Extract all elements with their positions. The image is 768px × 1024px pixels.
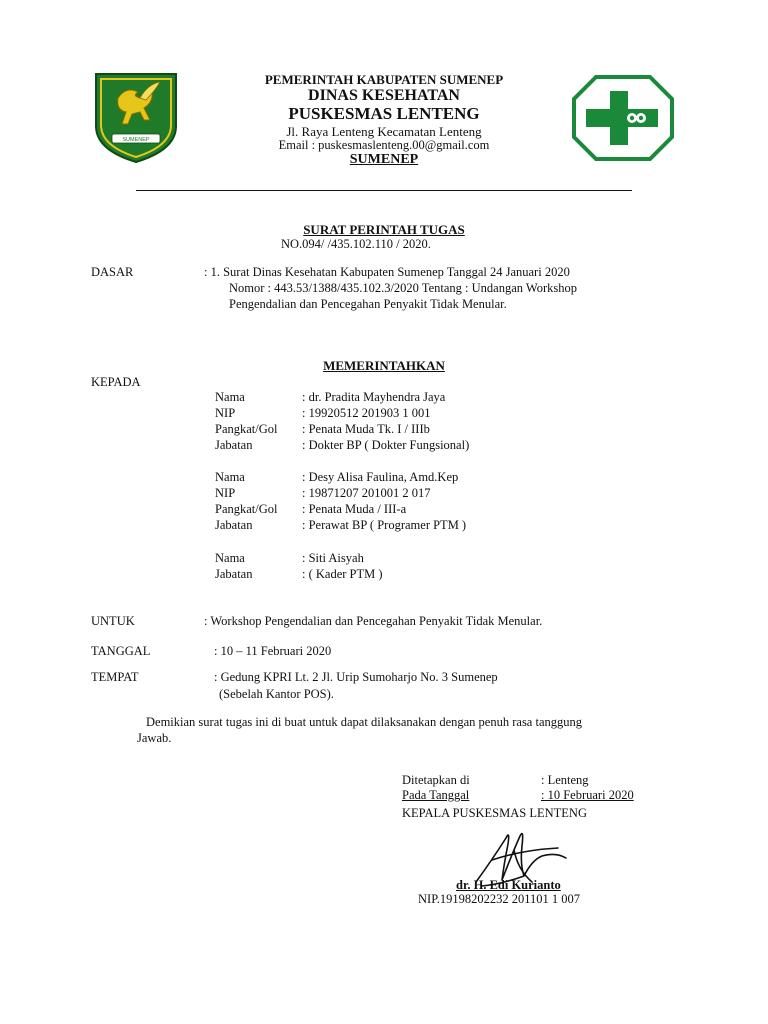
person-3-nama-value: : Siti Aisyah xyxy=(302,551,364,565)
person-2-nip-value: : 19871207 201001 2 017 xyxy=(302,486,431,500)
person-3-jabatan-label: Jabatan xyxy=(215,567,253,581)
person-1-nip-label: NIP xyxy=(215,406,236,420)
dasar-label: DASAR xyxy=(91,265,134,279)
person-2-jabatan-label: Jabatan xyxy=(215,518,253,532)
untuk-label: UNTUK xyxy=(91,614,135,628)
closing-line-2: Jawab. xyxy=(137,731,172,745)
letter-title: SURAT PERINTAH TUGAS xyxy=(303,222,465,237)
person-1-pangkat-label: Pangkat/Gol xyxy=(215,422,278,436)
pada-tanggal-label: Pada Tanggal xyxy=(402,788,470,802)
ditetapkan-label: Ditetapkan di xyxy=(402,773,470,787)
tanggal-label: TANGGAL xyxy=(91,644,151,658)
header-email: Email : puskesmaslenteng.00@gmail.com xyxy=(278,138,490,152)
header-address: Jl. Raya Lenteng Kecamatan Lenteng xyxy=(286,124,482,139)
person-1-nip-value: : 19920512 201903 1 001 xyxy=(302,406,431,420)
header-department: DINAS KESEHATAN xyxy=(308,87,460,104)
pada-tanggal-value: : 10 Februari 2020 xyxy=(541,788,634,802)
logo-ribbon-text: SUMENEP xyxy=(122,137,150,143)
signatory-name: dr. H. Edi Kurianto xyxy=(456,878,561,892)
signatory-nip: NIP.19198202232 201101 1 007 xyxy=(418,892,581,906)
untuk-value: : Workshop Pengendalian dan Pencegahan Penyakit Tidak Menular. xyxy=(204,614,543,628)
dasar-line-2: Nomor : 443.53/1388/435.102.3/2020 Tentang : Undangan Workshop xyxy=(229,281,577,295)
closing-line-1: Demikian surat tugas ini di buat untuk dapat dilaksanakan dengan penuh rasa tanggung xyxy=(146,715,582,729)
person-1-pangkat-value: : Penata Muda Tk. I / IIIb xyxy=(302,422,430,436)
dasar-line-1: : 1. Surat Dinas Kesehatan Kabupaten Sumenep Tanggal 24 Januari 2020 xyxy=(204,265,570,279)
ditetapkan-value: : Lenteng xyxy=(541,773,589,787)
signatory-position: KEPALA PUSKESMAS LENTENG xyxy=(402,806,587,820)
person-2-nama-value: : Desy Alisa Faulina, Amd.Kep xyxy=(302,470,459,484)
person-1-nama-value: : dr. Pradita Mayhendra Jaya xyxy=(302,390,446,404)
person-2-jabatan-value: : Perawat BP ( Programer PTM ) xyxy=(302,518,467,532)
dasar-line-3: Pengendalian dan Pencegahan Penyakit Tidak Menular. xyxy=(229,297,507,311)
header-government: PEMERINTAH KABUPATEN SUMENEP xyxy=(264,72,504,87)
person-2-pangkat-label: Pangkat/Gol xyxy=(215,502,278,516)
sumenep-regency-logo xyxy=(88,68,184,164)
tanggal-value: : 10 – 11 Februari 2020 xyxy=(214,644,332,658)
person-2-pangkat-value: : Penata Muda / III-a xyxy=(302,502,407,516)
header-institution: PUSKESMAS LENTENG xyxy=(288,104,480,123)
person-1-jabatan-label: Jabatan xyxy=(215,438,253,452)
puskesmas-cross-logo xyxy=(572,75,674,161)
person-1-nama-label: Nama xyxy=(215,390,245,404)
order-heading: MEMERINTAHKAN xyxy=(323,358,445,373)
tempat-label: TEMPAT xyxy=(91,670,139,684)
person-3-nama-label: Nama xyxy=(215,551,245,565)
person-2-nip-label: NIP xyxy=(215,486,236,500)
tempat-line-1: : Gedung KPRI Lt. 2 Jl. Urip Sumoharjo No. 3 Sumenep xyxy=(214,670,498,684)
kepada-label: KEPADA xyxy=(91,375,141,389)
tempat-line-2: (Sebelah Kantor POS). xyxy=(219,687,334,701)
person-2-nama-label: Nama xyxy=(215,470,245,484)
letter-number: NO.094/ /435.102.110 / 2020. xyxy=(281,237,431,251)
header-city: SUMENEP xyxy=(349,152,419,167)
person-1-jabatan-value: : Dokter BP ( Dokter Fungsional) xyxy=(302,438,470,452)
header-divider xyxy=(136,190,632,191)
person-3-jabatan-value: : ( Kader PTM ) xyxy=(302,567,383,581)
